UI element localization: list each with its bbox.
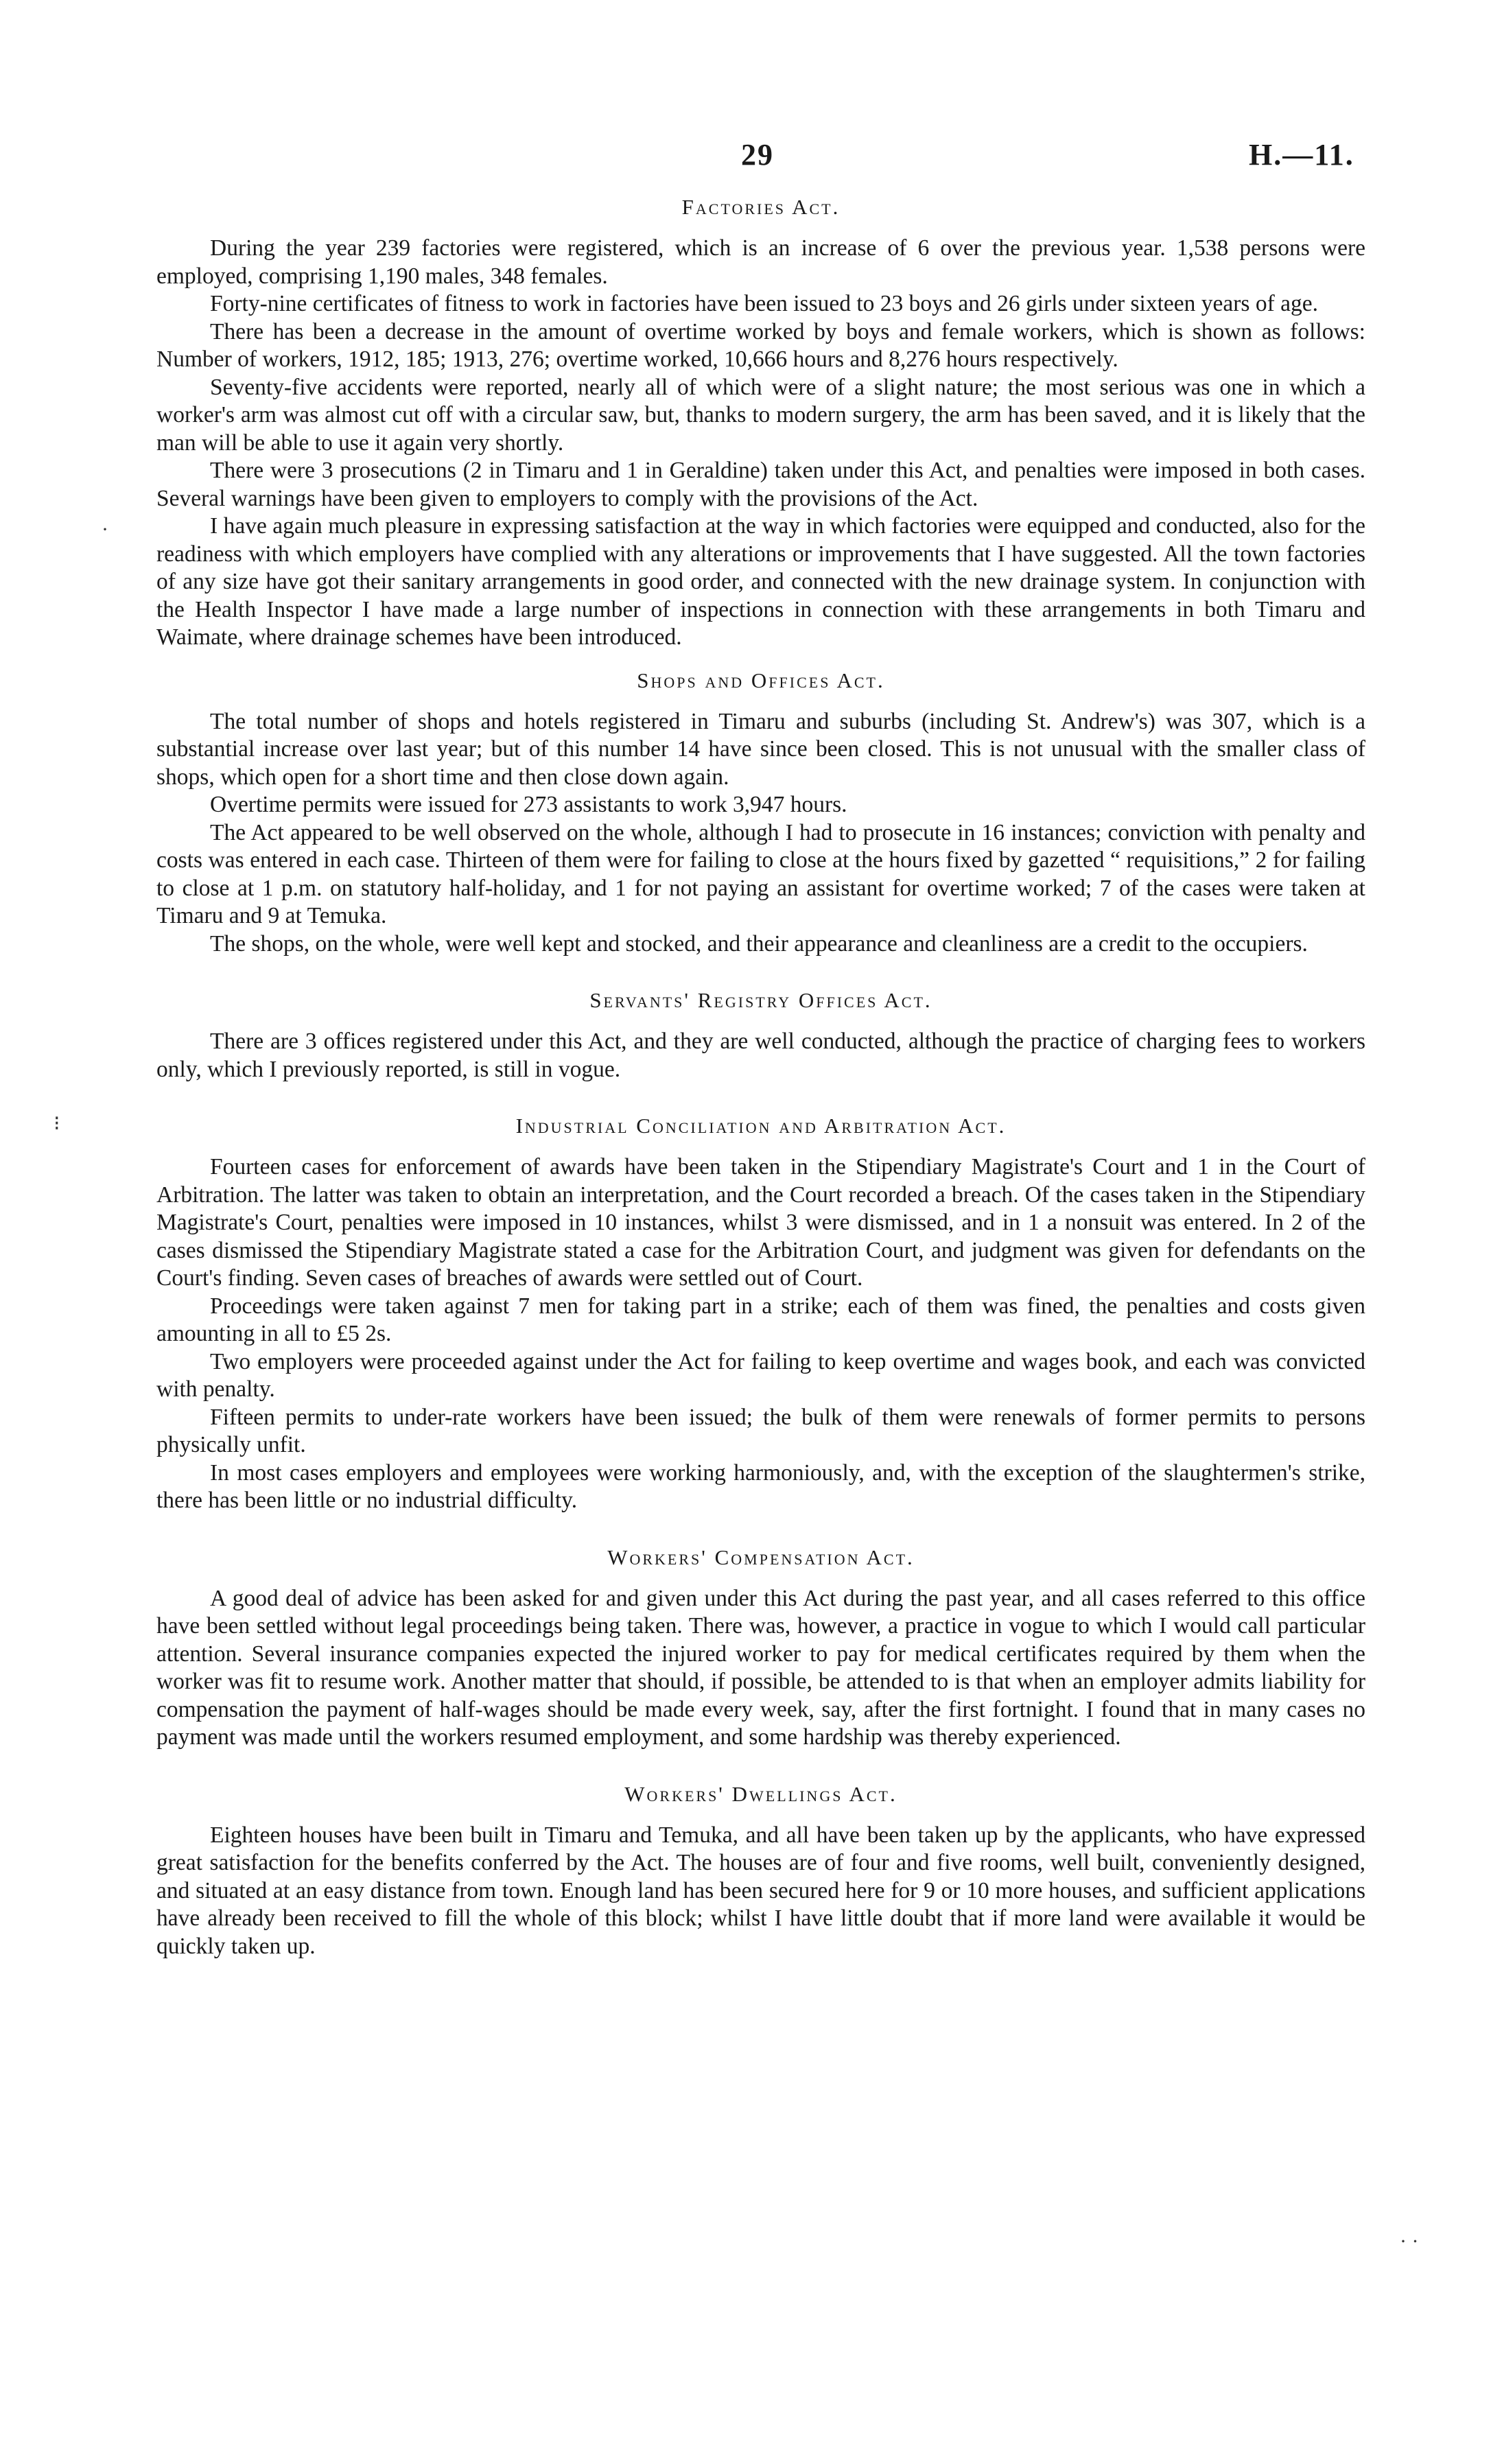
- section-heading: Factories Act.: [681, 195, 841, 219]
- paragraph: The shops, on the whole, were well kept and stocked, and their appearance and cleanliness are a credit to the occupiers.: [210, 930, 1308, 957]
- paragraph: There are 3 offices registered under this Act, and they are well conducted, although the practice of charging fees to workers only, which I previously reported, is still in vogue.: [156, 1029, 1365, 1082]
- section-factories-act: [156, 193, 1365, 652]
- paragraph: Fourteen cases for enforcement of awards have been taken in the Stipendiary Magistrate's Court and 1 in the Court of Arbitration. The latter was taken to obtain an interpretation, and the Court recorded a breach. Of the cases taken in the Stipendiary Magistrate's Court, penalties were imposed in 10 instances, whilst 3 were dismissed, and in 1 a nonsuit was entered. In 2 of the cases dismissed the Stipendiary Magistrate stated a case for the Arbitration Court, and judgment was given for defendants on the Court's finding. Seven cases of breaches of awards were settled out of Court.: [156, 1154, 1365, 1291]
- paragraph: Proceedings were taken against 7 men for taking part in a strike; each of them was fined, the penalties and costs given amounting in all to £5 2s.: [156, 1293, 1365, 1346]
- page-body: [156, 193, 1365, 1960]
- paragraph: Seventy-five accidents were reported, nearly all of which were of a slight nature; the most serious was one in which a worker's arm was almost cut off with a circular saw, but, thanks to modern surgery, the arm has been saved, and it is likely that the man will be able to use it again very shortly.: [156, 374, 1365, 456]
- paragraph: I have again much pleasure in expressing satisfaction at the way in which factories were equipped and conducted, also for the readiness with which employers have complied with any alterations or improvements that I have suggested. All the town factories of any size have got their sanitary arrangements in good order, and connected with the new drainage system. In conjunction with the Health Inspector I have made a large number of inspections in connection with these arrangements in both Timaru and Waimate, where drainage schemes have been introduced.: [156, 513, 1365, 650]
- paragraph: The Act appeared to be well observed on the whole, although I had to prosecute in 16 instances; conviction with penalty and costs was entered in each case. Thirteen of them were for failing to close at the hours fixed by gazetted “ requisitions,” 2 for failing to close at 1 p.m. on statutory half-holiday, and 1 for not paying an assistant for overtime worked; 7 of the cases were taken at Timaru and 9 at Temuka.: [156, 819, 1365, 928]
- section-heading: Shops and Offices Act.: [637, 668, 885, 692]
- section-heading: Servants' Registry Offices Act.: [589, 988, 932, 1012]
- section-heading: Industrial Conciliation and Arbitration Act.: [515, 1114, 1007, 1138]
- section-workers-dwellings-act: [156, 1781, 1365, 1961]
- paragraph: The total number of shops and hotels registered in Timaru and suburbs (including St. Andrew's) was 307, which is a substantial increase over last year; but of this number 14 have since been closed. This is not unusual with the smaller class of shops, which open for a short time and then close down again.: [156, 708, 1365, 790]
- section-industrial-conciliation-act: [156, 1112, 1365, 1515]
- paragraph: Overtime permits were issued for 273 assistants to work 3,947 hours.: [210, 792, 847, 817]
- paragraph: Forty-nine certificates of fitness to work in factories have been issued to 23 boys and 26 girls under sixteen years of age.: [210, 291, 1318, 316]
- page-number: 29: [741, 138, 774, 172]
- paragraph: There were 3 prosecutions (2 in Timaru and 1 in Geraldine) taken under this Act, and penalties were imposed in both cases. Several warnings have been given to employers to comply with the provisions of the Act.: [156, 458, 1365, 511]
- section-heading: Workers' Dwellings Act.: [624, 1781, 897, 1806]
- scan-speck: · ·: [1400, 2230, 1419, 2253]
- paper-reference: H.—11.: [1249, 138, 1354, 172]
- paragraph: A good deal of advice has been asked for and given under this Act during the past year, and all cases referred to this office have been settled without legal proceedings being taken. There was, however, a practice in vogue to which I would call particular attention. Several insurance companies expected the injured worker to pay for medical certificates required by them when the worker was fit to resume work. Another matter that should, if possible, be attended to is that when an employer admits liability for compensation the payment of half-wages should be made every week, say, after the first fortnight. I found that in many cases no payment was made until the workers resumed employment, and some hardship was thereby experienced.: [156, 1585, 1365, 1750]
- section-heading: Workers' Compensation Act.: [607, 1545, 915, 1569]
- paragraph: There has been a decrease in the amount of overtime worked by boys and female workers, which is shown as follows: Number of workers, 1912, 185; 1913, 276; overtime worked, 10,666 hours and 8,276 hours respectively.: [156, 318, 1365, 372]
- section-workers-compensation-act: [156, 1544, 1365, 1752]
- paragraph: During the year 239 factories were registered, which is an increase of 6 over the previous year. 1,538 persons were employed, comprising 1,190 males, 348 females.: [156, 235, 1365, 289]
- section-servants-registry-offices-act: [156, 987, 1365, 1083]
- scan-speck: ⁝: [54, 1112, 60, 1135]
- scan-speck: ·: [102, 518, 108, 541]
- paragraph: Two employers were proceeded against under the Act for failing to keep overtime and wages book, and each was convicted with penalty.: [156, 1348, 1365, 1402]
- paragraph: Eighteen houses have been built in Timaru and Temuka, and all have been taken up by the applicants, who have expressed great satisfaction for the benefits conferred by the Act. The houses are of four and five rooms, well built, conveniently designed, and situated at an easy distance from town. Enough land has been secured here for 9 or 10 more houses, and sufficient applications have already been received to fill the whole of this block; whilst I have little doubt that if more land were available it would be quickly taken up.: [156, 1822, 1365, 1959]
- section-shops-and-offices-act: [156, 667, 1365, 959]
- paragraph: Fifteen permits to under-rate workers have been issued; the bulk of them were renewals of former permits to persons physically unfit.: [156, 1404, 1365, 1457]
- paragraph: In most cases employers and employees were working harmoniously, and, with the exception of the slaughtermen's strike, there has been little or no industrial difficulty.: [156, 1459, 1365, 1513]
